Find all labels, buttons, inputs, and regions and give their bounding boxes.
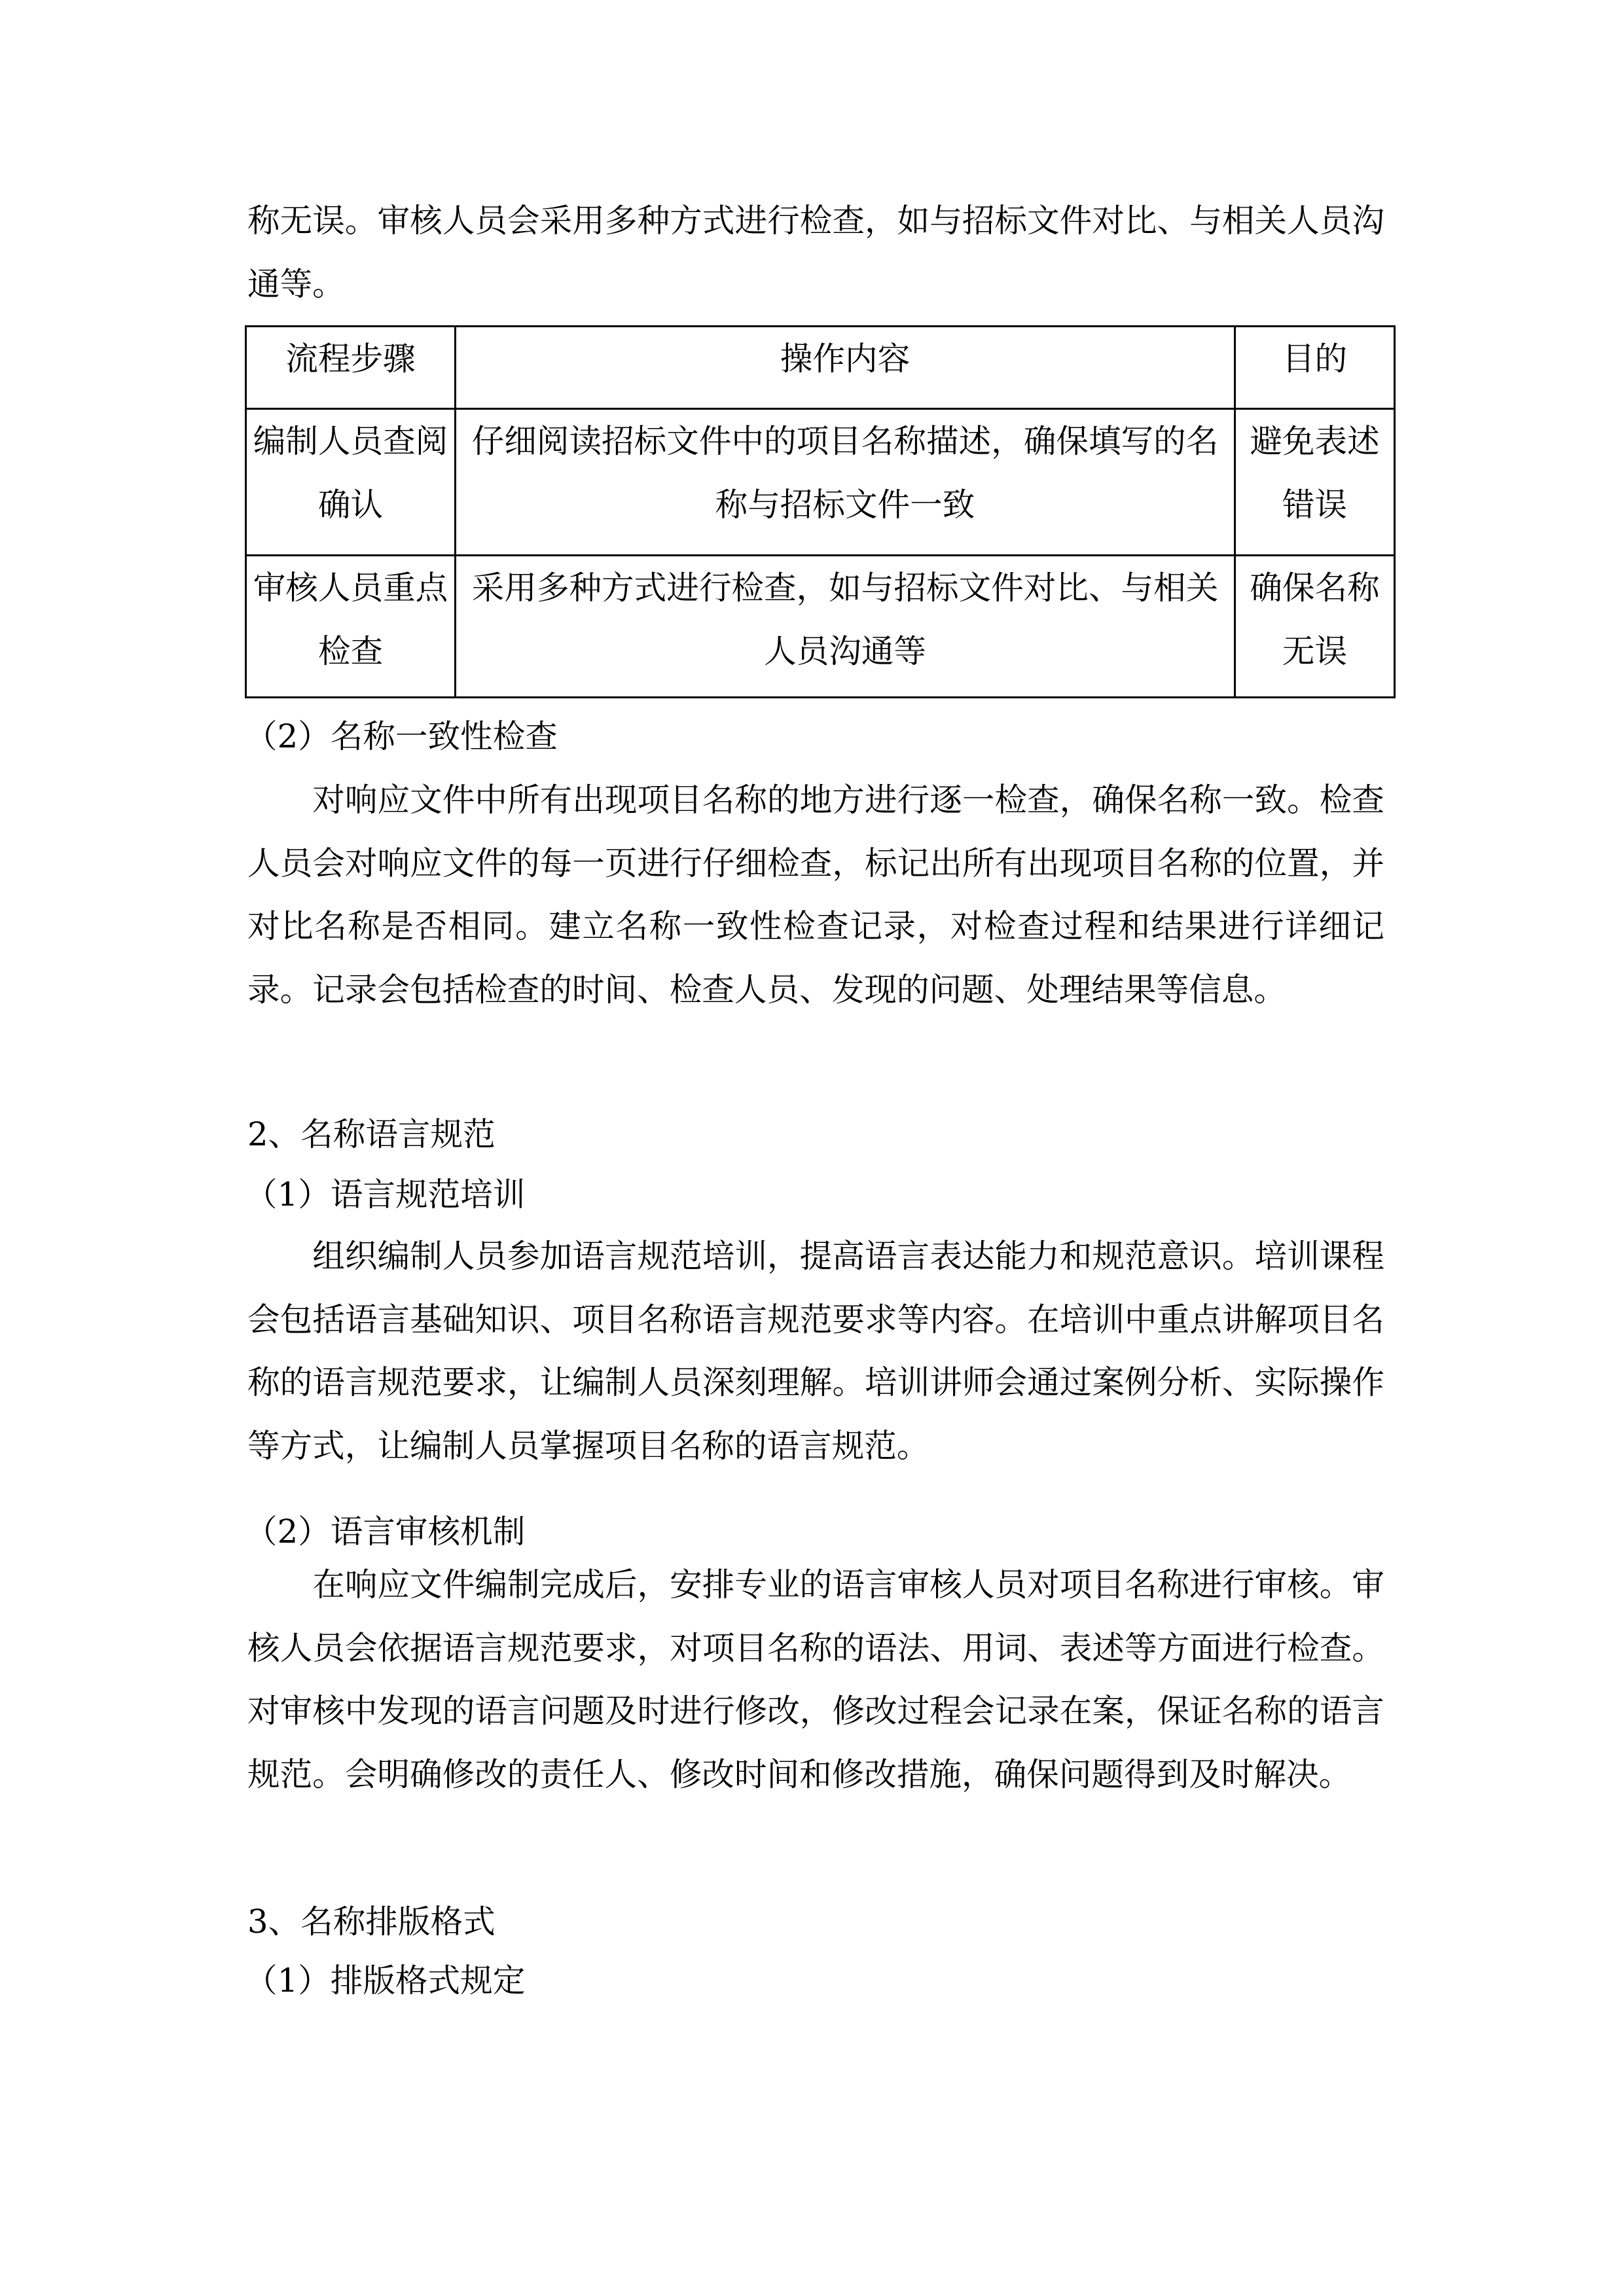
- body-paragraph: 对响应文件中所有出现项目名称的地方进行逐一检查，确保名称一致。检查人员会对响应文件的每一页进行仔细检查，标记出所有出现项目名称的位置，并对比名称是否相同。建立名称一致性检查记录，对检查过程和结果进行详细记录。记录会包括检查的时间、检查人员、发现的问题、处理结果等信息。: [247, 781, 1384, 1009]
- table-row: [246, 556, 1395, 698]
- table-cell: 编制人员查阅确认: [246, 409, 456, 556]
- table-row: [246, 409, 1395, 556]
- intro-paragraph: 称无误。审核人员会采用多种方式进行检查，如与招标文件对比、与相关人员沟通等。: [247, 202, 1384, 303]
- table-cell: 确保名称无误: [1235, 556, 1395, 698]
- subheading: （2）名称一致性检查: [245, 717, 558, 755]
- table-cell: 采用多种方式进行检查，如与招标文件对比、与相关人员沟通等: [456, 556, 1235, 698]
- section-heading: 3、名称排版格式: [247, 1903, 496, 1941]
- subheading: （1）排版格式规定: [245, 1962, 526, 2000]
- table-header-row: [246, 327, 1395, 409]
- body-paragraph: 组织编制人员参加语言规范培训，提高语言表达能力和规范意识。培训课程会包括语言基础知识、项目名称语言规范要求等内容。在培训中重点讲解项目名称的语言规范要求，让编制人员深刻理解。培训讲师会通过案例分析、实际操作等方式，让编制人员掌握项目名称的语言规范。: [247, 1237, 1384, 1465]
- process-table: [245, 325, 1396, 698]
- section-heading: 2、名称语言规范: [247, 1115, 496, 1153]
- subheading: （1）语言规范培训: [245, 1175, 526, 1213]
- table-cell: 避免表述错误: [1235, 409, 1395, 556]
- table-header-cell: 操作内容: [456, 327, 1235, 409]
- table-header-cell: 目的: [1235, 327, 1395, 409]
- body-paragraph: 在响应文件编制完成后，安排专业的语言审核人员对项目名称进行审核。审核人员会依据语言规范要求，对项目名称的语法、用词、表述等方面进行检查。对审核中发现的语言问题及时进行修改，修改过程会记录在案，保证名称的语言规范。会明确修改的责任人、修改时间和修改措施，确保问题得到及时解决。: [247, 1566, 1384, 1793]
- subheading: （2）语言审核机制: [245, 1513, 526, 1551]
- table-cell: 仔细阅读招标文件中的项目名称描述，确保填写的名称与招标文件一致: [456, 409, 1235, 556]
- table-cell: 审核人员重点检查: [246, 556, 456, 698]
- table-header-cell: 流程步骤: [246, 327, 456, 409]
